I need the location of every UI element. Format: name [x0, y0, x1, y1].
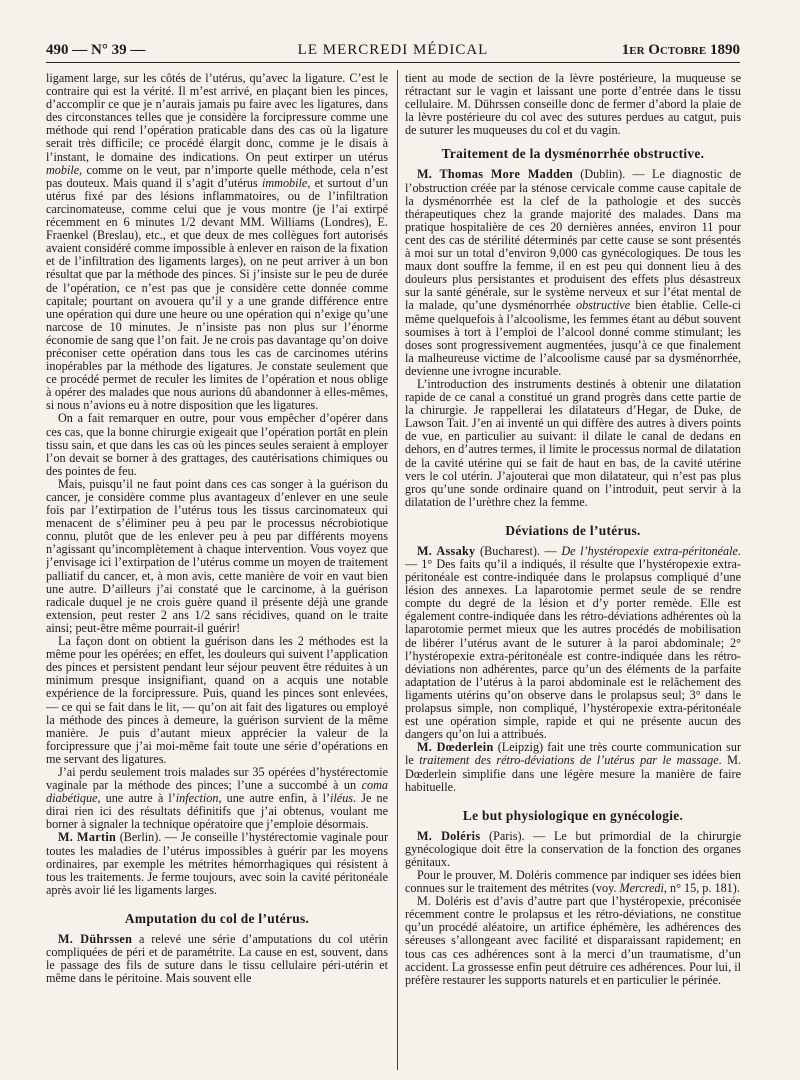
section-heading: Traitement de la dysménorrhée obstructive.: [441, 146, 705, 162]
speaker-name: M. Martin: [58, 830, 117, 845]
column-divider: [397, 70, 398, 1070]
speaker-name: M. Doléris: [417, 828, 481, 843]
speaker-name: M. Dœderlein: [417, 740, 494, 755]
issue-date: 1er Octobre 1890: [621, 42, 740, 58]
paragraph: L’introduction des instruments destinés à obtenir une dilatation rapide de ce canal a constitué un grand progrès dans cette partie de la chirurgie. Je rappellerai les dilatateurs d’Hegar, de Duke, de Lawson Tait. J’en ai inventé un qui diffère des autres à divers points de vue, en particulier au suivant: il dilate le canal de dedans en dehors, en d’autres termes, il limite le processus normal de dilatation de la cavité utérine qui se fait de haut en bas, de la cavité utérine vers le col utérin. J’ajouterai que mon dilatateur, qui n’est pas plus gros qu’une sonde ordinaire quand on l’introduit, peut servir à la dilatation de l’urèthre chez la femme.: [405, 376, 741, 509]
section-heading: Déviations de l’utérus.: [505, 522, 641, 538]
paragraph: tient au mode de section de la lèvre postérieure, la muqueuse se rétractant sur le vagin et laissant une porte d’entrée dans le tissu cellulaire. M. Dührssen conseille donc de fermer d’abord la plaie de la lèvre postérieure du col avec des sutures perdues au catgut, puis de suturer les muqueuses du col et du vagin.: [405, 72, 741, 138]
paragraph: M. Dührssen a relevé une série d’amputations du col utérin compliquées de péri et de paramétrite. La cause en est, souvent, dans le passage des fils de suture dans le tissu cellulaire péri-utérin et même dans le péritoine. Mais souvent elle: [46, 931, 388, 986]
paragraph: Mais, puisqu’il ne faut point dans ces cas songer à la guérison du cancer, je considère comme plus avantageux d’enlever en une seule fois par l’extirpation de l’utérus tous les tissus carcinomateux qui menacent de s’éliminer peu à peu par le processus nécrobiotique connu, plutôt que de les enlever peu à peu par différents moyens n’agissant qu’incomplètement à chaque intervention. Vous voyez que j’envisage ici l’extirpation de l’utérus comme un moyen de traitement palliatif du cancer, et, à mon avis, cette manière de voir en vaut bien une autre. D’ailleurs j’ai constaté que le carcinome, à la guérison radicale duquel je ne crois guère quand il présente déjà une grande extension, peut rester 2 ans 1/2 sans récidives, quand on le traite ainsi; peut-être même pourrait-il guérir!: [46, 476, 388, 635]
paragraph: M. Dœderlein (Leipzig) fait une très courte communication sur le traitement des rétro-déviations de l’utérus par le massage. M. Dœderlein simplifie dans une légère mesure la manière de faire habituelle.: [405, 740, 741, 794]
paragraph: M. Assaky (Bucharest). — De l’hystéropexie extra-péritonéale. — 1° Des faits qu’il a indiqués, il résulte que l’hystéropexie extra-péritonéale est contre-indiquée dans le prolapsus compliqué d’une lésion des annexes. La laparotomie permet seule de se rendre compte du degré de la lésion et d’y porter remède. Elle est également contre-indiquée dans les rétro-déviations adhérentes où la laparotomie permet mieux que les autres procédés de mobilisation de libérer l’utérus avant de le suturer à la paroi abdominale; 2° l’hystéropexie extra-péritonéale est contre-indiquée dans les rétro-déviations non adhérentes, parce qu’un des éléments de la parfaite adaptation de l’utérus à la paroi abdominale est le relâchement des ligaments utérins qu’on observe dans le prolapsus seul; 3° dans le prolapsus simple, non compliqué, l’hystéropexie extra-péritonéale est une opération simple, rapide et qui ne présente aucun des dangers qu’on lui a attribués.: [405, 543, 741, 742]
paragraph: J’ai perdu seulement trois malades sur 35 opérées d’hystérectomie vaginale par la méthode des pinces; l’une a succombé à un coma diabétique, une autre à l’infection, une autre enfin, à l’iléus. Je ne dirai rien ici des résultats définitifs que j’ai obtenus, voulant me borner à signaler la technique opératoire que j’emploie désormais.: [46, 764, 388, 832]
paragraph: M. Martin (Berlin). — Je conseille l’hystérectomie vaginale pour toutes les maladies de l’utérus impossibles à guérir par les moyens ordinaires, par exemple les métrites hémorrhagiques qui résistent à tous les traitements. Je ferme toujours, avec soin la cavité péritonéale après avoir lié les ligaments larges.: [46, 830, 388, 897]
paragraph: Pour le prouver, M. Doléris commence par indiquer ses idées bien connues sur le traitement des métrites (voy. Mercredi, n° 15, p. 181).: [405, 867, 741, 896]
paragraph: M. Doléris est d’avis d’autre part que l’hystéropexie, préconisée récemment contre le prolapsus et les rétro-déviations, ne constitue qu’un procédé aléatoire, un artifice éphémère, les adhérences des séreuses s’allongeant avec facilité et disparaissant rapidement; en tous cas ces adhérences sont à la merci d’un traumatisme, d’un accident. La grossesse enfin peut détruire ces adhérences. Pour lui, il préfère restaurer les supports naturels et en particulier le périnée.: [405, 894, 741, 987]
left-column: [46, 72, 388, 1072]
paragraph: M. Thomas More Madden (Dublin). — Le diagnostic de l’obstruction créée par la sténose cervicale comme cause capitale de la dysménorrhée est la clef de la pathologie et des succès thérapeutiques chez la grande majorité des malades. Dans ma pratique hospitalière de ces 20 dernières années, environ 11 pour cent des cas de stérilité déterminés par cette cause se sont présentés à moi sur un total d’environ 9,000 cas gynécologiques. De tous les maux dont souffre la femme, il en est peu qui donnent lieu à des douleurs plus persistantes et produisent des effets plus désastreux sur la santé générale, sur le système nerveux et sur l’état mental de la malade, qu’une dysménorrhée obstructive bien établie. Celle-ci même quelquefois à l’alcoolisme, les femmes étant au début souvent soumises à tort à l’emploi de l’alcool donné comme stimulant; les doses sont progressivement augmentées, jusqu’à ce que finalement la malheureuse victime de l’alcoolisme causé par sa dysménorrhée, devienne une ivrogne incurable.: [405, 167, 741, 378]
paragraph: La façon dont on obtient la guérison dans les 2 méthodes est la même pour les opérées; en effet, les douleurs qui suivent l’application des pinces et persistent pendant leur séjour peuvent être réduites à un minimum presque insignifiant, quand on a acquis une notable expérience de la forcipressure. Puis, quand les pinces sont enlevées, — ce qui se fait dans le lit, — qu’on ait fait des ligatures ou employé la méthode des pinces à demeure, la guérison survient de la même manière. Je puis d’autant mieux apprécier la valeur de la forcipressure que j’ai moi-même fait toute une série d’opérations en me servant des ligatures.: [46, 634, 388, 766]
page-header: [46, 40, 740, 63]
speaker-name: M. Assaky: [417, 543, 476, 558]
speaker-name: M. Thomas More Madden: [417, 167, 573, 182]
paragraph: M. Doléris (Paris). — Le but primordial de la chirurgie gynécologique doit être la conservation de la fonction des organes génitaux.: [405, 828, 741, 869]
right-column: [405, 72, 741, 1072]
section-heading: Le but physiologique en gynécologie.: [462, 807, 684, 823]
section-heading: Amputation du col de l’utérus.: [124, 910, 310, 926]
journal-title: LE MERCREDI MÉDICAL: [297, 42, 489, 58]
paragraph: On a fait remarquer en outre, pour vous empêcher d’opérer dans ces cas, que la bonne chirurgie exigeait que l’opération portât en plein tissu sain, et que dans les cas où les pinces seules seraient à employer l’on devait se borner à des grattages, des cautérisations chimiques ou des pointes de feu.: [46, 411, 388, 478]
paragraph: ligament large, sur les côtés de l’utérus, qu’avec la ligature. C’est le contraire qui est la vérité. Il m’est arrivé, en plaçant bien les pinces, d’accomplir ce que je n’aurais jamais pu faire avec les ligatures, dans des circonstances telles que je considère la forcipressure comme une méthode qui rend l’opération praticable dans des cas où la ligature serait très difficile; ce procédé élargit donc, comme je le disais à l’instant, le domaine des indications. On peut extirper un utérus mobile, comme on le veut, par n’importe quelle méthode, cela n’est pas douteux. Mais quand il s’agit d’utérus immobile, et surtout d’un utérus fixé par des lésions inflammatoires, ou de l’infiltration carcinomateuse, comme celui que je vous montre (je l’ai extirpé récemment en 6 minutes 1/2 devant MM. Williams (Londres), E. Fraenkel (Breslau), etc., et que deux de mes collègues fort autorisés avaient considéré comme impossible à enlever en raison de la fixation et de l’infiltration des ligaments larges), on ne peut arriver à un bon résultat que par la méthode des pinces. Si j’insiste sur le peu de durée de l’opération, ce n’est pas que je considère cette donnée comme capitale; pourtant on avouera qu’il y a une grande différence entre une opération qui dure une heure ou une opération qui n’exige qu’une narcose de 10 minutes. Je n’insiste pas non plus sur l’énorme économie de sang que l’on fait. Je ne crois pas davantage qu’on doive préconiser cette opération dans tous les cas de carcinomes utérins inopérables par la méthode des ligatures. Je constate seulement que ce procédé permet de reculer les limites de l’opération et nous oblige à opérer des malades que nous aurions dû abandonner à elles-mêmes, si nous n’avions eu à notre disposition que les ligatures.: [46, 72, 388, 413]
speaker-name: M. Dührssen: [58, 931, 133, 946]
page-number: 490 — N° 39 —: [46, 42, 146, 58]
